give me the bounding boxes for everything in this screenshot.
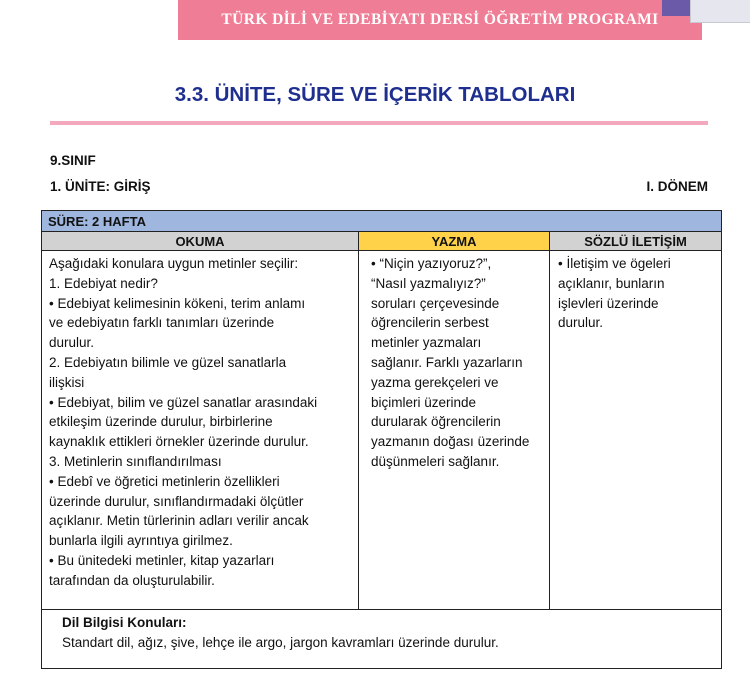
okuma-line: açıklanır. Metin türlerinin adları verilir ancak	[49, 513, 309, 529]
banner-accent	[662, 0, 690, 16]
yazma-line: soruları çerçevesinde	[371, 295, 500, 311]
grammar-title: Dil Bilgisi Konuları:	[62, 615, 187, 630]
sozlu-line: işlevleri üzerinde	[558, 295, 659, 311]
title-divider	[50, 121, 708, 125]
okuma-line: bunlarla ilgili ayrıntıya girilmez.	[49, 533, 233, 549]
header-okuma: OKUMA	[41, 231, 359, 251]
sozlu-content	[549, 250, 722, 610]
sozlu-line: • İletişim ve ögeleri	[558, 256, 671, 271]
banner-title: TÜRK DİLİ VE EDEBİYATI DERSİ ÖĞRETİM PROGRAMI	[221, 11, 659, 28]
yazma-line: “Nasıl yazmalıyız?”	[371, 275, 486, 291]
duration-row: SÜRE: 2 HAFTA	[41, 210, 722, 232]
okuma-line: kaynaklık ettikleri örnekler üzerinde durulur.	[49, 434, 309, 450]
okuma-line: 3. Metinlerin sınıflandırılması	[49, 453, 222, 469]
okuma-line: ilişkisi	[49, 374, 85, 390]
okuma-content	[41, 250, 359, 610]
yazma-line: sağlanır. Farklı yazarların	[371, 354, 523, 370]
okuma-line: • Edebiyat, bilim ve güzel sanatlar arasındaki	[49, 394, 318, 410]
yazma-line: düşünmeleri sağlanır.	[371, 453, 500, 469]
content-table	[41, 210, 722, 669]
okuma-line: durulur.	[49, 335, 95, 351]
unit-label: 1. ÜNİTE: GİRİŞ	[50, 179, 151, 194]
program-banner	[178, 0, 702, 40]
okuma-line: ve edebiyatın farklı tanımları üzerinde	[49, 315, 275, 331]
okuma-line: • Edebiyat kelimesinin kökeni, terim anlamı	[49, 295, 306, 311]
grade-label: 9.SINIF	[50, 153, 96, 168]
yazma-line: yazmanın doğası üzerinde	[371, 434, 530, 450]
grammar-section	[41, 609, 722, 669]
yazma-line: yazma gerekçeleri ve	[371, 374, 499, 390]
header-sozlu: SÖZLÜ İLETİŞİM	[549, 231, 722, 251]
yazma-content	[358, 250, 550, 610]
yazma-line: metinler yazmaları	[371, 335, 482, 351]
page-corner-tab	[690, 0, 750, 23]
okuma-line: etkileşim üzerinde durulur, birbirlerine	[49, 414, 273, 430]
page-title: 3.3. ÜNİTE, SÜRE VE İÇERİK TABLOLARI	[174, 83, 576, 106]
term-label: I. DÖNEM	[646, 179, 708, 194]
yazma-line: biçimleri üzerinde	[371, 394, 477, 410]
okuma-line: 2. Edebiyatın bilimle ve güzel sanatlarla	[49, 354, 287, 370]
grammar-text: Standart dil, ağız, şive, lehçe ile argo, jargon kavramları üzerinde durulur.	[62, 634, 499, 650]
okuma-line: tarafından da oluşturulabilir.	[49, 572, 215, 588]
yazma-line: durularak öğrencilerin	[371, 414, 501, 430]
yazma-line: öğrencilerin serbest	[371, 315, 489, 331]
okuma-line: • Edebî ve öğretici metinlerin özellikleri	[49, 473, 280, 489]
okuma-line: üzerinde durulur, sınıflandırmadaki ölçütler	[49, 493, 304, 509]
sozlu-line: durulur.	[558, 315, 604, 331]
header-yazma: YAZMA	[358, 231, 550, 251]
okuma-line: • Bu ünitedeki metinler, kitap yazarları	[49, 552, 275, 568]
okuma-line: 1. Edebiyat nedir?	[49, 275, 158, 291]
yazma-line: • “Niçin yazıyoruz?”,	[371, 256, 492, 271]
sozlu-line: açıklanır, bunların	[558, 275, 665, 291]
okuma-line: Aşağıdaki konulara uygun metinler seçilir:	[49, 256, 299, 271]
